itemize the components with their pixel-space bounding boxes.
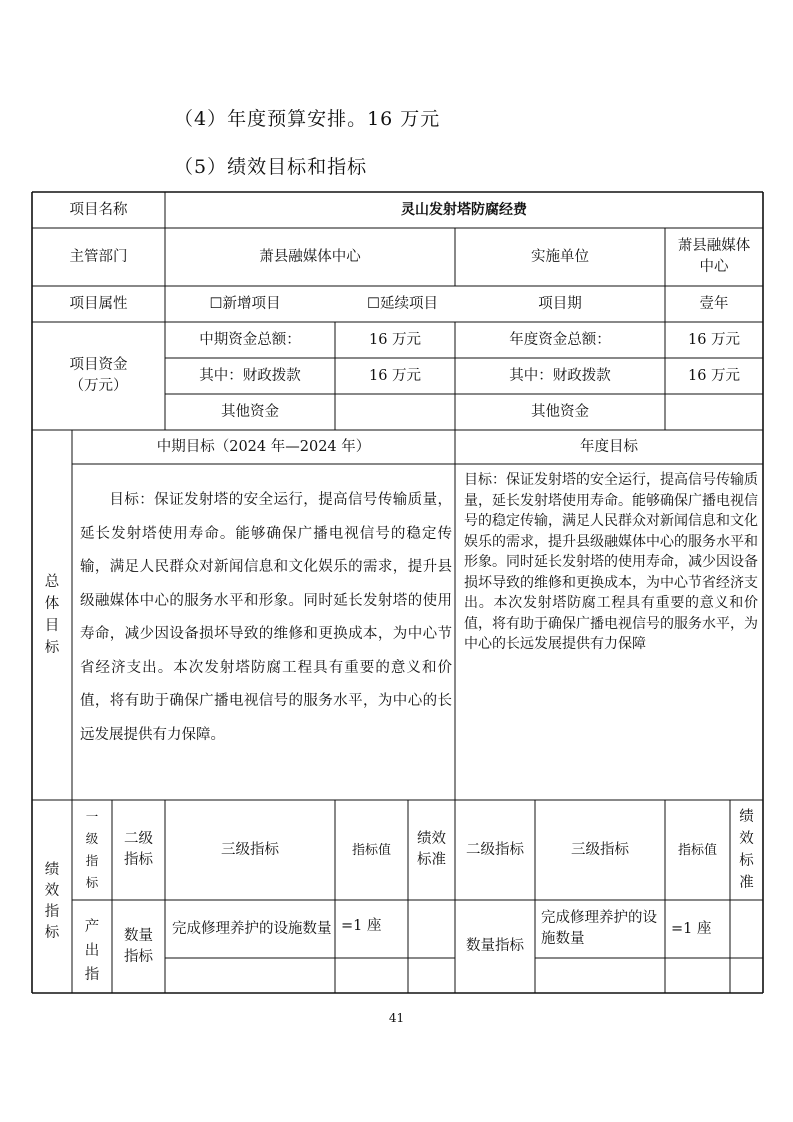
mid-total-value: 16 万元 — [368, 331, 422, 348]
lvl2-header-line-2: 指标 — [124, 852, 153, 868]
lvl2-header-right: 二级指标 — [466, 841, 524, 858]
dept-value: 萧县融媒体中心 — [259, 248, 361, 265]
funds-label — [32, 322, 165, 430]
lvl1-char-2: 级 — [85, 831, 99, 846]
year-fiscal-label: 其中：财政拨款 — [509, 367, 611, 384]
year-goal-header: 年度目标 — [580, 438, 638, 455]
output-char-3: 指 — [84, 966, 100, 983]
period-label: 项目期 — [538, 295, 582, 312]
year-total-label: 年度资金总额： — [509, 331, 611, 348]
value-header: 指标值 — [351, 842, 391, 858]
std-right-char-4: 准 — [739, 875, 754, 891]
qty-label-right: 数量指标 — [466, 938, 524, 954]
overall-char-2: 体 — [44, 596, 60, 612]
mid-fiscal-value: 16 万元 — [368, 367, 422, 384]
std-right-char-3: 标 — [739, 853, 754, 869]
std-header-line-2: 标准 — [417, 852, 446, 868]
mid-goal-text-content: 目标：保证发射塔的安全运行，提高信号传输质量，延长发射塔使用寿命。能够确保广播电视信号的稳定传输，满足人民群众对新闻信息和文化娱乐的需求，提升县级融媒体中心的服务水平和形象。同时延长发射塔的使用寿命，减少因设备损坏导致的维修和更换成本，为中心节省经济支出。本次发射塔防腐工程具有重要的意义和价值，将有助于确保广播电视信号的服务水平，为中心的长远发展提供有力保障。 — [80, 492, 452, 743]
lvl3-header-right: 三级指标 — [571, 841, 629, 858]
impl-line-1: 萧县融媒体 — [677, 238, 751, 254]
overall-char-1: 总 — [44, 574, 60, 590]
impl-label: 实施单位 — [531, 248, 589, 265]
funds-label-line-2: （万元） — [69, 378, 128, 394]
mid-goal-header: 中期目标（2024 年—2024 年） — [156, 438, 371, 455]
project-name: 灵山发射塔防腐经费 — [401, 201, 527, 218]
std-right-char-2: 效 — [739, 831, 754, 847]
perf-char-4: 标 — [44, 924, 60, 941]
qty-label-line-2: 指标 — [124, 948, 153, 965]
year-fiscal-value: 16 万元 — [687, 367, 741, 384]
overall-goals-label — [32, 430, 72, 800]
overall-char-3: 目 — [44, 618, 60, 634]
overall-char-4: 标 — [44, 640, 60, 656]
lvl1-header — [72, 800, 112, 900]
std-header — [408, 800, 455, 900]
mid-fiscal-label: 其中：财政拨款 — [199, 367, 301, 384]
year-goal-text: 目标：保证发射塔的安全运行，提高信号传输质量，延长发射塔使用寿命。能够确保广播电视信号的稳定传输，满足人民群众对新闻信息和文化娱乐的需求，提升县级融媒体中心的服务水平和形象。同时延长发射塔的使用寿命，减少因设备损坏导致的维修和更换成本，为中心节省经济支出。本次发射塔防腐工程具有重要的意义和价值，将有助于确保广播电视信号的服务水平，为中心的长远发展提供有力保障 — [464, 472, 758, 652]
row1-lvl3-right: 完成修理养护的设施数量 — [541, 910, 657, 947]
lvl2-header-line-1: 二级 — [124, 831, 153, 847]
period-value: 壹年 — [699, 295, 729, 312]
budget-heading: （4）年度预算安排。16 万元 — [174, 108, 441, 130]
row1-value: =1 座 — [341, 918, 382, 934]
page-number: 41 — [388, 1011, 405, 1025]
mid-other-label: 其他资金 — [221, 403, 279, 420]
std-header-line-1: 绩效 — [417, 831, 446, 847]
mid-goal-text — [80, 484, 452, 752]
project-name-label: 项目名称 — [69, 201, 128, 218]
perf-char-1: 绩 — [44, 861, 60, 878]
lvl1-char-4: 标 — [85, 875, 99, 890]
output-label — [72, 900, 112, 993]
lvl2-header — [112, 800, 165, 900]
attr-label: 项目属性 — [69, 295, 128, 312]
impl-line-2: 中心 — [699, 259, 729, 275]
impl-value — [665, 228, 763, 286]
output-char-1: 产 — [84, 918, 100, 935]
lvl3-header: 三级指标 — [221, 841, 279, 858]
perf-label — [32, 800, 72, 993]
mid-total-label: 中期资金总额： — [199, 331, 301, 348]
year-other-label: 其他资金 — [531, 403, 589, 420]
goals-heading: （5）绩效目标和指标 — [174, 156, 368, 178]
attr-continue-checkbox[interactable]: ☐延续项目 — [367, 295, 438, 312]
qty-label-line-1: 数量 — [124, 927, 153, 944]
std-header-right — [730, 800, 763, 900]
perf-char-3: 指 — [44, 903, 60, 920]
funds-label-line-1: 项目资金 — [69, 357, 128, 373]
output-char-2: 出 — [84, 942, 100, 959]
perf-char-2: 效 — [44, 882, 60, 899]
year-total-value: 16 万元 — [687, 331, 741, 348]
value-header-right: 指标值 — [677, 842, 717, 858]
qty-label — [112, 900, 165, 993]
dept-label: 主管部门 — [69, 248, 128, 265]
lvl1-char-1: 一 — [85, 809, 99, 824]
std-right-char-1: 绩 — [739, 809, 754, 825]
row1-lvl3: 完成修理养护的设施数量 — [172, 920, 332, 937]
lvl1-char-3: 指 — [85, 853, 99, 868]
row1-value-right: =1 座 — [671, 920, 712, 937]
attr-new-checkbox[interactable]: ☐新增项目 — [209, 295, 281, 312]
